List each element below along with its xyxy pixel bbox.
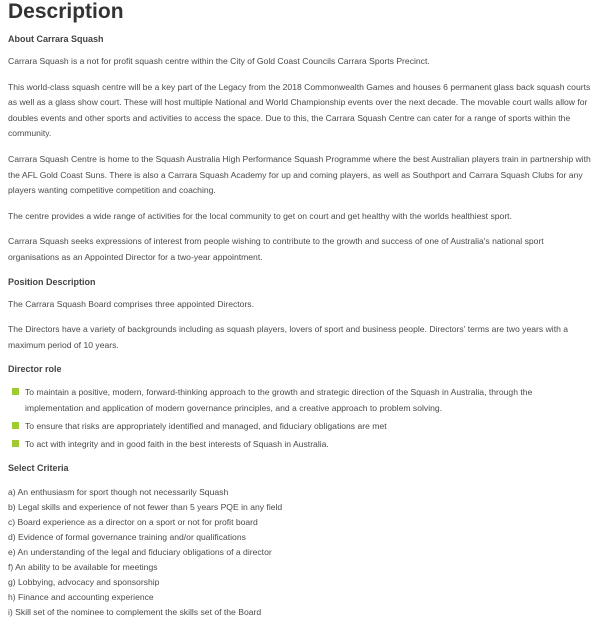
about-paragraph: This world-class squash centre will be a key part of the Legacy from the 2018 Commonwealth Games and houses 6 permanent glass back squash courts as well as a glass show court. These will host multiple National and World Championship events over the next decade. The movable court walls allow for doubles events and other sports and activities to access the space. Due to this, the Carrara Squash Centre can cater for a range of sports within the community. xyxy=(8,81,591,139)
list-item xyxy=(8,418,592,434)
director-role-list xyxy=(8,384,592,452)
list-item: b) Legal skills and experience of not fewer than 5 years PQE in any field xyxy=(8,502,283,513)
list-item-text: To maintain a positive, modern, forward-thinking approach to the growth and strategic direction of the Squash in Australia, through the implementation and application of modern governance principles, and a creative approach to problem solving. xyxy=(25,387,533,414)
list-item: a) An enthusiasm for sport though not necessarily Squash xyxy=(8,487,229,498)
list-item-text: To ensure that risks are appropriately identified and managed, and fiduciary obligations are met xyxy=(25,421,387,432)
criteria-list xyxy=(8,485,592,620)
list-item: e) An understanding of the legal and fiduciary obligations of a director xyxy=(8,547,272,558)
page-title: Description xyxy=(8,0,124,23)
bullet-square-icon xyxy=(12,440,19,447)
director-role-heading: Director role xyxy=(8,364,62,375)
position-paragraph: The Directors have a variety of backgrounds including as squash players, lovers of sport and business people. Directors' terms are two years with a maximum period of 10 years. xyxy=(8,324,569,350)
about-heading: About Carrara Squash xyxy=(8,34,104,44)
list-item: g) Lobbying, advocacy and sponsorship xyxy=(8,577,160,588)
criteria-heading: Select Criteria xyxy=(8,463,69,474)
bullet-square-icon xyxy=(12,422,19,429)
list-item: f) An ability to be available for meetings xyxy=(8,562,158,573)
about-paragraph: Carrara Squash seeks expressions of interest from people wishing to contribute to the growth and success of one of Australia's national sport organisations as an Appointed Director for a two-year appointment. xyxy=(8,236,544,262)
list-item: d) Evidence of formal governance training and/or qualifications xyxy=(8,532,246,543)
about-paragraph: Carrara Squash Centre is home to the Squash Australia High Performance Squash Programme where the best Australian players train in partnership with the AFL Gold Coast Suns. There is also a Carrara Squash Academy for up and coming players, as well as Southport and Carrara Squash Clubs for any players wanting competitive competition and coaching. xyxy=(8,153,591,196)
bullet-square-icon xyxy=(12,388,19,395)
list-item-text: To act with integrity and in good faith in the best interests of Squash in Australia. xyxy=(25,439,329,450)
position-heading: Position Description xyxy=(8,276,96,287)
list-item: h) Finance and accounting experience xyxy=(8,592,154,603)
about-paragraph: The centre provides a wide range of activities for the local community to get on court and get healthy with the worlds healthiest sport. xyxy=(8,210,512,221)
list-item xyxy=(8,436,592,452)
list-item: i) Skill set of the nominee to complement the skills set of the Board xyxy=(8,607,262,618)
position-paragraph: The Carrara Squash Board comprises three appointed Directors. xyxy=(8,298,254,309)
list-item: c) Board experience as a director on a sport or not for profit board xyxy=(8,517,258,528)
list-item xyxy=(8,384,592,416)
about-paragraph: Carrara Squash is a not for profit squash centre within the City of Gold Coast Councils Carrara Sports Precinct. xyxy=(8,56,430,66)
